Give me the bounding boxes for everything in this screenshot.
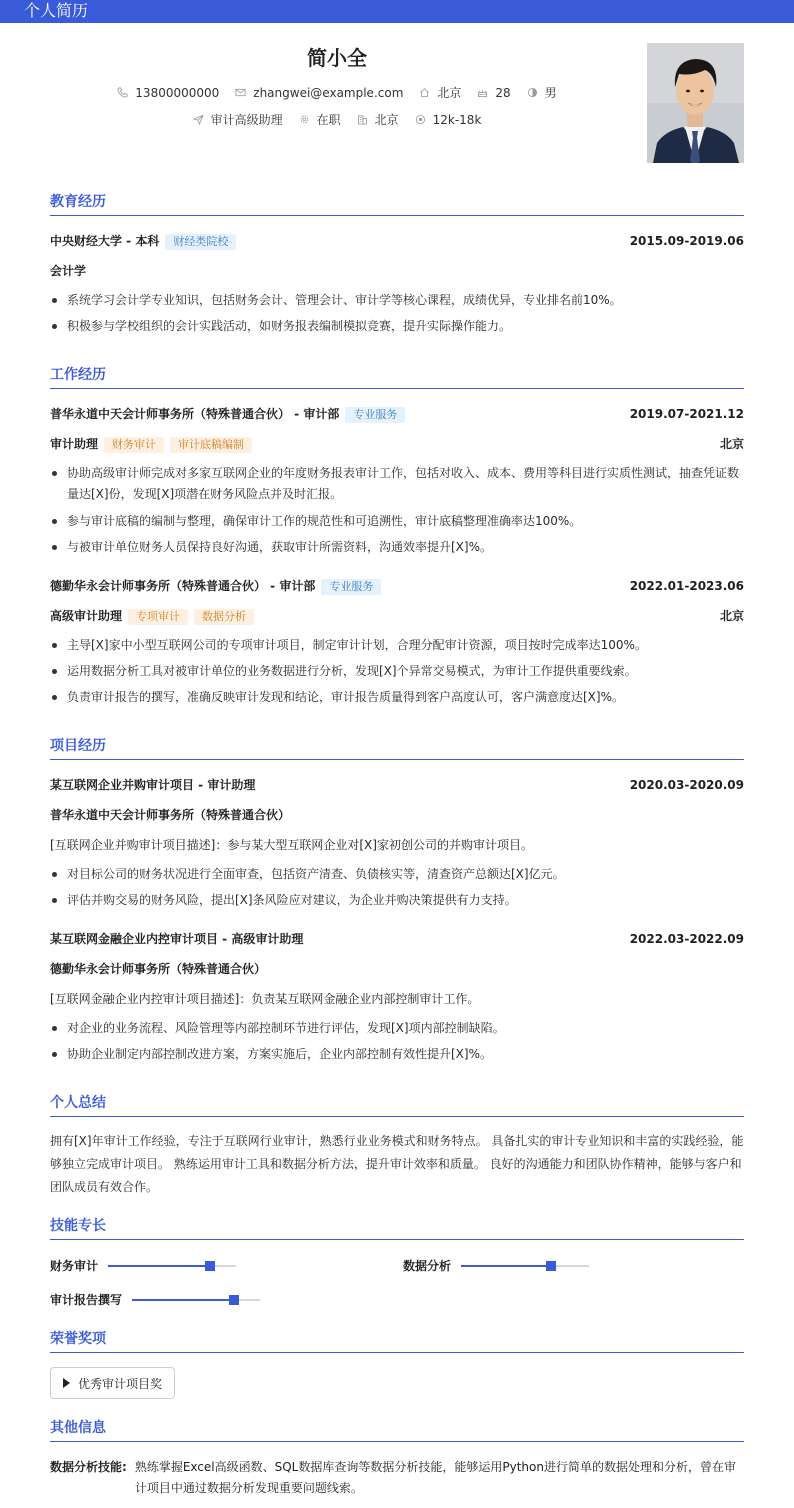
work-bullet: 负责审计报告的撰写，准确反映审计发现和结论，审计报告质量得到客户高度认可，客户满意度达[X]%。 — [67, 687, 744, 708]
target-city-info — [357, 111, 399, 128]
skill-item — [50, 1291, 260, 1308]
other-info-label: 数据分析技能: — [50, 1460, 127, 1474]
work-bullet: 主导[X]家中小型互联网公司的专项审计项目，制定审计计划，合理分配审计资源，项目按时完成率达100%。 — [67, 635, 744, 656]
work-bullet: 协助高级审计师完成对多家互联网企业的年度财务报表审计工作，包括对收入、成本、费用等科目进行实质性测试，抽查凭证数量达[X]份，发现[X]项潜在财务风险点并及时汇报。 — [67, 463, 744, 505]
work-bullet: 运用数据分析工具对被审计单位的业务数据进行分析，发现[X]个异常交易模式，为审计工作提供重要线索。 — [67, 661, 744, 682]
work-bullet: 与被审计单位财务人员保持良好沟通，获取审计所需资料，沟通效率提升[X]%。 — [67, 537, 744, 558]
phone-info — [117, 86, 219, 100]
section-summary-title: 个人总结 — [50, 1094, 744, 1117]
contact-row — [0, 84, 674, 101]
project-bullet: 对企业的业务流程、风险管理等内部控制环节进行评估，发现[X]项内部控制缺陷。 — [67, 1018, 744, 1039]
age-info — [477, 86, 510, 100]
work-industry-tag: 专业服务 — [321, 579, 381, 595]
phone-icon — [117, 87, 128, 98]
skill-level-knob — [229, 1295, 239, 1305]
work-role-line — [50, 436, 744, 453]
work-role: 审计助理 — [50, 437, 99, 451]
gender-info — [527, 84, 557, 101]
project-title: 某互联网企业并购审计项目 - 审计助理 — [50, 778, 256, 792]
project-description: [互联网金融企业内控审计项目描述]：负责某互联网金融企业内部控制审计工作。 — [50, 992, 480, 1006]
send-icon — [193, 114, 204, 125]
work-company: 德勤华永会计师事务所（特殊普通合伙） - 审计部 — [50, 579, 316, 593]
education-bullet: 系统学习会计学专业知识，包括财务会计、管理会计、审计学等核心课程，成绩优异，专业排名前10%。 — [67, 290, 744, 311]
work-skill-tag: 专项审计 — [128, 609, 188, 625]
work-skill-tag: 数据分析 — [194, 609, 254, 625]
gender-icon — [527, 87, 538, 98]
document-title: 个人简历 — [24, 1, 89, 20]
work-role-line — [50, 608, 744, 625]
summary-text: 拥有[X]年审计工作经验，专注于互联网行业审计，熟悉行业业务模式和财务特点。 具备扎实的审计专业知识和丰富的实践经验，能够独立完成审计项目。 熟练运用审计工具和数据分析方法，提升审计效率和质量。 良好的沟通能力和团队协作精神，能够与客户和团队成员有效合作。 — [50, 1134, 744, 1194]
section-awards-title: 荣誉奖项 — [50, 1330, 744, 1353]
education-tag: 财经类院校 — [165, 234, 236, 250]
project-description: [互联网企业并购审计项目描述]：参与某大型互联网企业对[X]家初创公司的并购审计项目。 — [50, 838, 533, 852]
skill-level-knob — [205, 1261, 215, 1271]
project-period: 2022.03-2022.09 — [629, 932, 744, 946]
work-city: 北京 — [719, 609, 744, 623]
work-period: 2022.01-2023.06 — [629, 579, 744, 593]
target-job-info — [193, 111, 283, 128]
section-work-title: 工作经历 — [50, 366, 744, 389]
skill-level-bar — [108, 1265, 236, 1267]
status-text: 在职 — [316, 113, 341, 127]
award-name: 优秀审计项目奖 — [78, 1376, 163, 1391]
education-school: 中央财经大学 - 本科 — [50, 234, 160, 248]
project-org: 德勤华永会计师事务所（特殊普通合伙） — [50, 962, 267, 976]
section-projects-title: 项目经历 — [50, 737, 744, 760]
work-city: 北京 — [719, 437, 744, 451]
building-icon — [357, 114, 368, 125]
skill-name: 数据分析 — [403, 1259, 452, 1273]
work-company: 普华永道中天会计师事务所（特殊普通合伙） - 审计部 — [50, 407, 340, 421]
skill-level-fill — [108, 1265, 210, 1267]
caret-right-icon — [63, 1378, 70, 1388]
skill-level-fill — [132, 1299, 234, 1301]
skill-level-bar — [132, 1299, 260, 1301]
work-bullet: 参与审计底稿的编制与整理，确保审计工作的规范性和可追溯性，审计底稿整理准确率达100%。 — [67, 511, 744, 532]
skill-item — [403, 1257, 589, 1274]
job-intent-row — [0, 111, 674, 128]
phone-text: 13800000000 — [135, 85, 220, 100]
gender-text: 男 — [544, 86, 557, 100]
work-period: 2019.07-2021.12 — [629, 407, 744, 421]
skill-level-knob — [546, 1261, 556, 1271]
project-period: 2020.03-2020.09 — [629, 778, 744, 792]
status-info — [299, 111, 341, 128]
skill-level-bar — [461, 1265, 589, 1267]
project-org: 普华永道中天会计师事务所（特殊普通合伙） — [50, 808, 291, 822]
award-toggle[interactable] — [50, 1367, 175, 1399]
profile-photo — [647, 43, 744, 163]
salary-info — [415, 113, 482, 127]
age-text: 28 — [495, 85, 511, 100]
top-bar — [0, 0, 794, 23]
other-info-item — [50, 1457, 744, 1499]
section-education-title: 教育经历 — [50, 193, 744, 216]
skill-name: 审计报告撰写 — [50, 1293, 123, 1307]
other-info-text: 熟练掌握Excel高级函数、SQL数据库查询等数据分析技能，能够运用Python进行简单的数据处理和分析，曾在审计项目中通过数据分析发现重要问题线索。 — [134, 1460, 736, 1495]
project-bullet: 协助企业制定内部控制改进方案，方案实施后，企业内部控制有效性提升[X]%。 — [67, 1044, 744, 1065]
section-skills-title: 技能专长 — [50, 1217, 744, 1240]
education-bullet: 积极参与学校组织的会计实践活动，如财务报表编制模拟竞赛，提升实际操作能力。 — [67, 316, 744, 337]
skill-level-fill — [461, 1265, 551, 1267]
location-info — [419, 84, 461, 101]
project-bullet: 对目标公司的财务状况进行全面审查，包括资产清查、负债核实等，清查资产总额达[X]亿元。 — [67, 864, 744, 885]
email-info — [235, 86, 403, 100]
project-title: 某互联网金融企业内控审计项目 - 高级审计助理 — [50, 932, 304, 946]
skill-item — [50, 1257, 236, 1274]
work-industry-tag: 专业服务 — [345, 407, 405, 423]
candidate-name: 简小全 — [307, 46, 367, 70]
work-skill-tag: 财务审计 — [104, 437, 164, 453]
location-text: 北京 — [437, 86, 462, 100]
salary-text: 12k-18k — [432, 112, 482, 127]
mail-icon — [235, 87, 246, 98]
email-text: zhangwei@example.com — [253, 85, 404, 100]
project-bullet: 评估并购交易的财务风险，提出[X]条风险应对建议，为企业并购决策提供有力支持。 — [67, 890, 744, 911]
work-role: 高级审计助理 — [50, 609, 123, 623]
section-other-title: 其他信息 — [50, 1419, 744, 1442]
age-icon — [477, 87, 488, 98]
education-period: 2015.09-2019.06 — [629, 234, 744, 248]
work-skill-tag: 审计底稿编制 — [170, 437, 252, 453]
settings-icon — [299, 114, 310, 125]
education-major: 会计学 — [50, 264, 87, 278]
target-job-text: 审计高级助理 — [210, 113, 283, 127]
target-city-text: 北京 — [374, 113, 399, 127]
home-icon — [419, 87, 430, 98]
skill-name: 财务审计 — [50, 1259, 99, 1273]
money-icon — [415, 114, 426, 125]
